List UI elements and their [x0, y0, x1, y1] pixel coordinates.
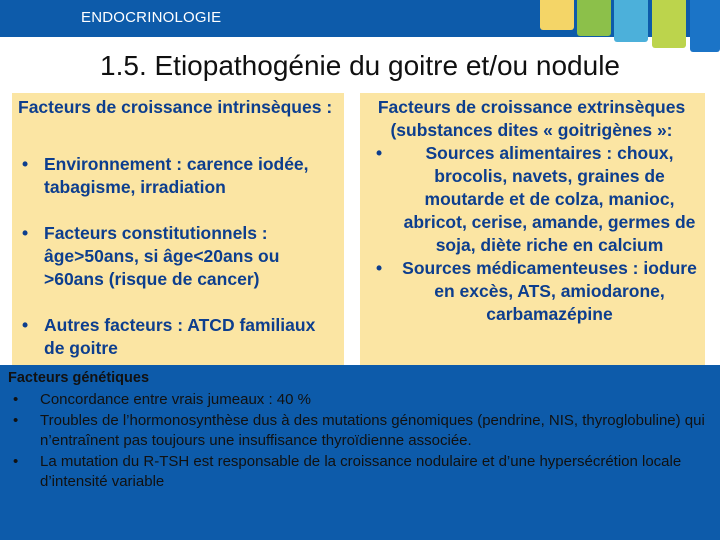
decorative-tab-blue: [690, 0, 720, 52]
intrinsic-factors-box: [12, 93, 344, 385]
genetic-factors-panel: [0, 365, 720, 540]
intrinsic-factor-item: • Autres facteurs : ATCD familiaux de goitre: [18, 314, 338, 360]
genetic-factors-heading: Facteurs génétiques: [8, 370, 150, 386]
genetic-factor-item: • Troubles de l’hormonosynthèse dus à des mutations génomiques (pendrine, NIS, thyroglobuline) qui n’entraînent pas toujours une insuffisance thyroïdienne associée.: [8, 411, 710, 452]
decorative-tab-yellow: [540, 0, 574, 30]
decorative-tab-green: [577, 0, 611, 36]
extrinsic-factors-box: [360, 93, 705, 385]
decorative-tab-lime: [652, 0, 686, 48]
slide-title: 1.5. Etiopathogénie du goitre et/ou nodule: [100, 50, 620, 81]
intrinsic-factor-item: • Environnement : carence iodée, tabagisme, irradiation: [18, 153, 338, 199]
genetic-factor-item: • Concordance entre vrais jumeaux : 40 %: [8, 390, 710, 411]
extrinsic-factor-item: • Sources médicamenteuses : iodure en excès, ATS, amiodarone, carbamazépine: [372, 257, 701, 326]
decorative-tab-light-blue: [614, 0, 648, 42]
header-band: [0, 0, 720, 37]
intrinsic-factors-heading: Facteurs de croissance intrinsèques :: [18, 97, 333, 117]
extrinsic-factor-item: • Sources alimentaires : choux, brocolis, navets, graines de moutarde et de colza, manioc, abricot, cerise, amande, germes de soja, diète riche en calcium: [372, 142, 701, 257]
extrinsic-factors-heading: Facteurs de croissance extrinsèques (substances dites « goitrigènes »:: [377, 97, 686, 140]
genetic-factor-item: • La mutation du R-TSH est responsable de la croissance nodulaire et d’une hypersécrétion locale d’intensité variable: [8, 452, 710, 493]
intrinsic-factor-item: • Facteurs constitutionnels : âge>50ans, si âge<20ans ou >60ans (risque de cancer): [18, 222, 338, 291]
section-label: ENDOCRINOLOGIE: [81, 9, 222, 26]
